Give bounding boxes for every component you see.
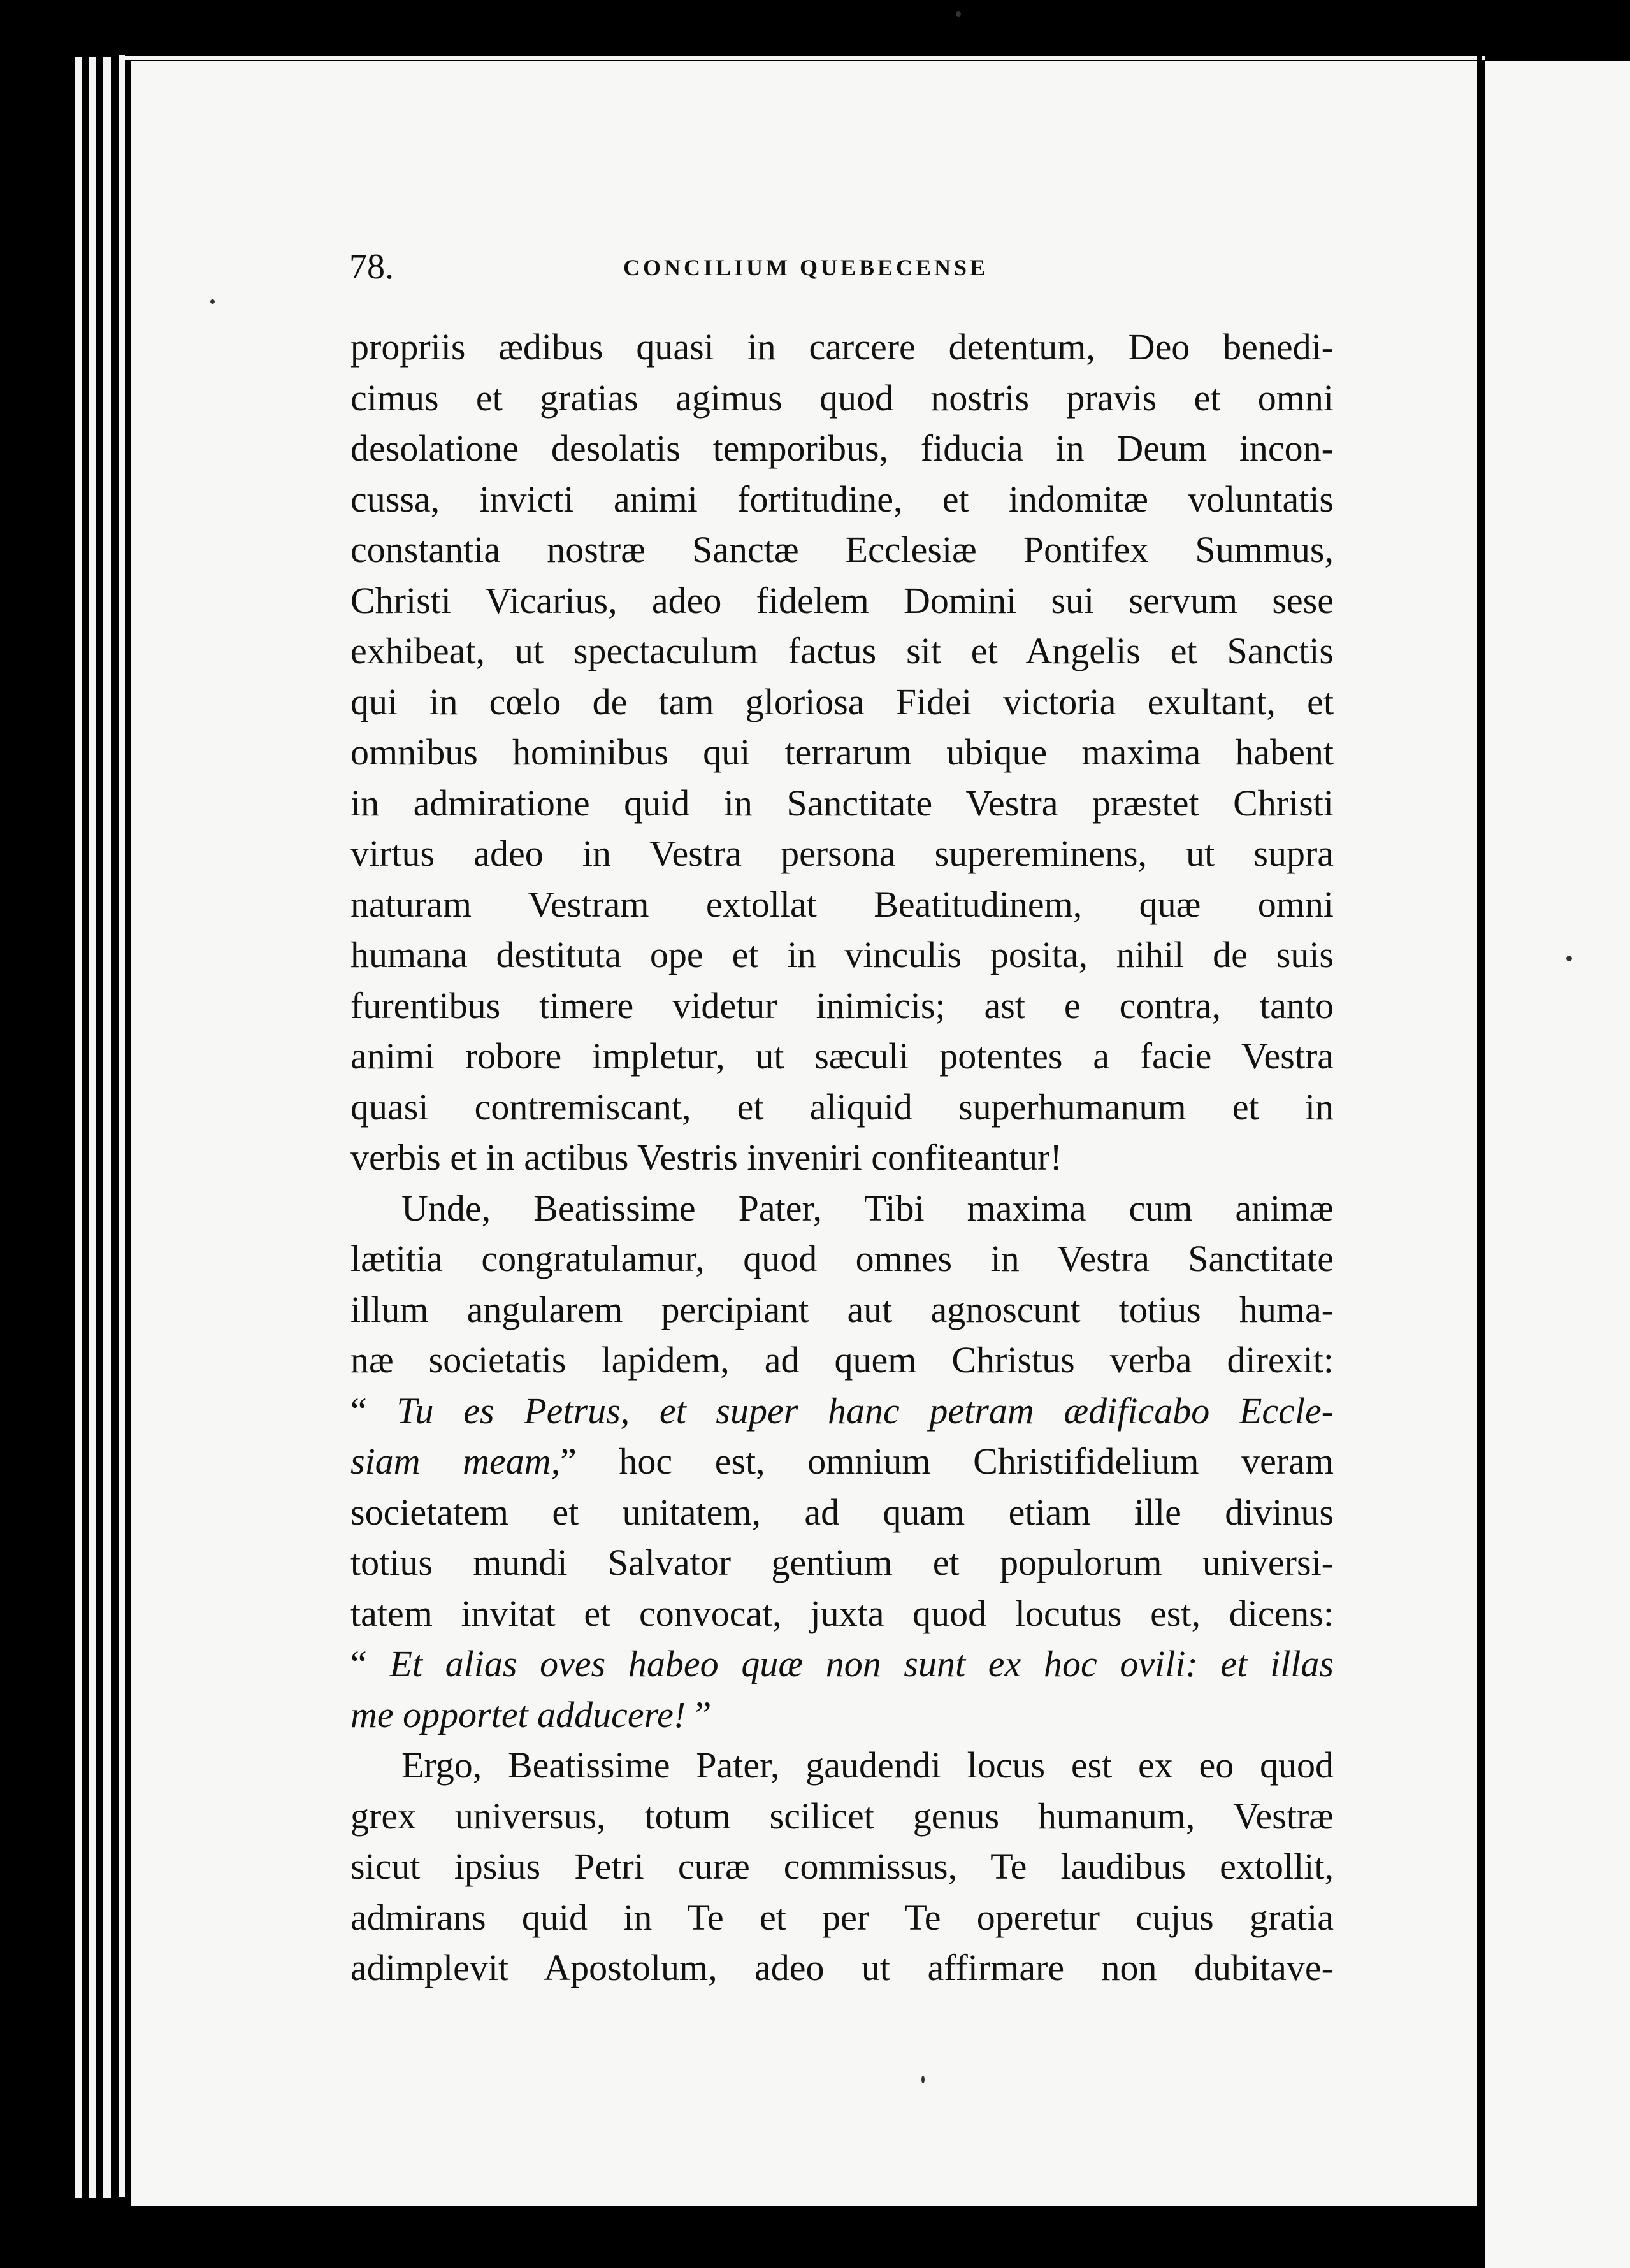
text-line [350,1892,1334,1943]
text-run: Ergo, Beatissime Pater, gaudendi locus est ex eo quod [401,1744,1334,1786]
text-line [350,1537,1334,1588]
italic-quote-text: me opportet adducere! [350,1693,686,1735]
text-line [350,322,1334,373]
text-line [350,1183,1334,1234]
text-line [350,929,1334,980]
text-line [350,1233,1334,1284]
text-line [350,373,1334,424]
text-run: desolatione desolatis temporibus, fiducia in Deum incon- [350,427,1334,469]
text-run: lætitia congratulamur, quod omnes in Vestra Sanctitate [350,1238,1334,1279]
text-run: omnibus hominibus qui terrarum ubique maxima habent [350,731,1334,773]
text-run: “ [350,1389,397,1432]
text-line [350,1436,1334,1487]
text-run: animi robore impletur, ut sæculi potentes a facie Vestra [350,1035,1334,1077]
running-header [349,245,1350,289]
text-line [350,727,1334,778]
text-line [350,474,1334,525]
facing-page [1485,61,1630,2268]
text-run: societatem et unitatem, ad quam etiam ille divinus [350,1491,1334,1533]
text-run: totius mundi Salvator gentium et populorum universi- [350,1542,1334,1583]
text-run: naturam Vestram extollat Beatitudinem, quæ omni [350,883,1334,925]
text-run: constantia nostræ Sanctæ Ecclesiæ Pontifex Summus, [350,529,1334,570]
text-line [350,1031,1334,1082]
text-run: tatem invitat et convocat, juxta quod locutus est, dicens: [350,1592,1334,1634]
text-run: ” [686,1693,712,1735]
text-run: propriis ædibus quasi in carcere detentum, Deo benedi- [350,326,1334,368]
text-line [350,1335,1334,1386]
text-run: furentibus timere videtur inimicis; ast e contra, tanto [350,984,1334,1026]
text-run: admirans quid in Te et per Te operetur cujus gratia [350,1896,1334,1938]
scan-speck [921,2076,925,2083]
text-run: næ societatis lapidem, ad quem Christus verba direxit: [350,1339,1334,1381]
text-line [350,1639,1334,1690]
text-run: qui in cœlo de tam gloriosa Fidei victoria exultant, et [350,680,1334,722]
text-line [350,828,1334,879]
scan-speck [1566,956,1572,961]
text-run: in admiratione quid in Sanctitate Vestra præstet Christi [350,782,1334,824]
text-run: adimplevit Apostolum, adeo ut affirmare non dubitave- [350,1947,1334,1988]
text-run: virtus adeo in Vestra persona supereminens, ut supra [350,833,1334,874]
text-run: ” hoc est, omnium Christifidelium veram [560,1440,1334,1482]
italic-quote-text: siam meam, [350,1440,561,1482]
text-run: cussa, invicti animi fortitudine, et indomitæ voluntatis [350,478,1334,520]
text-run: cimus et gratias agimus quod nostris pravis et omni [350,377,1334,419]
text-line [350,626,1334,677]
text-line [350,1690,1334,1740]
page-edge [103,57,111,2198]
text-run: “ [350,1643,390,1684]
page-number: 78. [349,247,394,287]
text-run: quasi contremiscant, et aliquid superhumanum et in [350,1086,1334,1128]
italic-quote-text: Tu es Petrus, et super hanc petram ædificabo Eccle- [396,1389,1334,1432]
text-line [350,1284,1334,1335]
page-edge [119,55,125,2197]
text-run: Christi Vicarius, adeo fidelem Domini sui servum sese [350,579,1334,621]
text-run: verbis et in actibus Vestris inveniri confiteantur! [350,1137,1062,1178]
page-edge [75,57,82,2198]
text-run: sicut ipsius Petri curæ commissus, Te laudibus extollit, [350,1846,1334,1887]
body-text [350,322,1334,1993]
text-line [350,1791,1334,1842]
text-run: Unde, Beatissime Pater, Tibi maxima cum animæ [401,1187,1334,1229]
text-line [350,423,1334,474]
text-line [350,1588,1334,1639]
text-line [350,879,1334,930]
gutter-shadow [1477,51,1482,2268]
text-line [350,1487,1334,1538]
text-run: grex universus, totum scilicet genus humanum, Vestræ [350,1795,1334,1837]
text-line [350,1132,1334,1183]
text-line [350,1386,1334,1437]
page-top-edge [121,56,1485,60]
text-line [350,1841,1334,1892]
text-run: illum angularem percipiant aut agnoscunt totius huma- [350,1288,1334,1330]
text-line [350,677,1334,728]
text-line [350,524,1334,575]
text-line [350,778,1334,829]
page-edge [89,57,96,2198]
text-line [350,575,1334,626]
text-run: exhibeat, ut spectaculum factus sit et Angelis et Sanctis [350,630,1334,671]
scan-speck [210,299,215,304]
running-title: CONCILIUM QUEBECENSE [623,255,989,280]
text-line [350,1942,1334,1993]
italic-quote-text: Et alias oves habeo quæ non sunt ex hoc ovili: et illas [389,1643,1334,1684]
text-line [350,1740,1334,1791]
scan-speck [956,11,961,17]
text-run: humana destituta ope et in vinculis posita, nihil de suis [350,934,1334,975]
text-line [350,980,1334,1031]
text-line [350,1082,1334,1133]
